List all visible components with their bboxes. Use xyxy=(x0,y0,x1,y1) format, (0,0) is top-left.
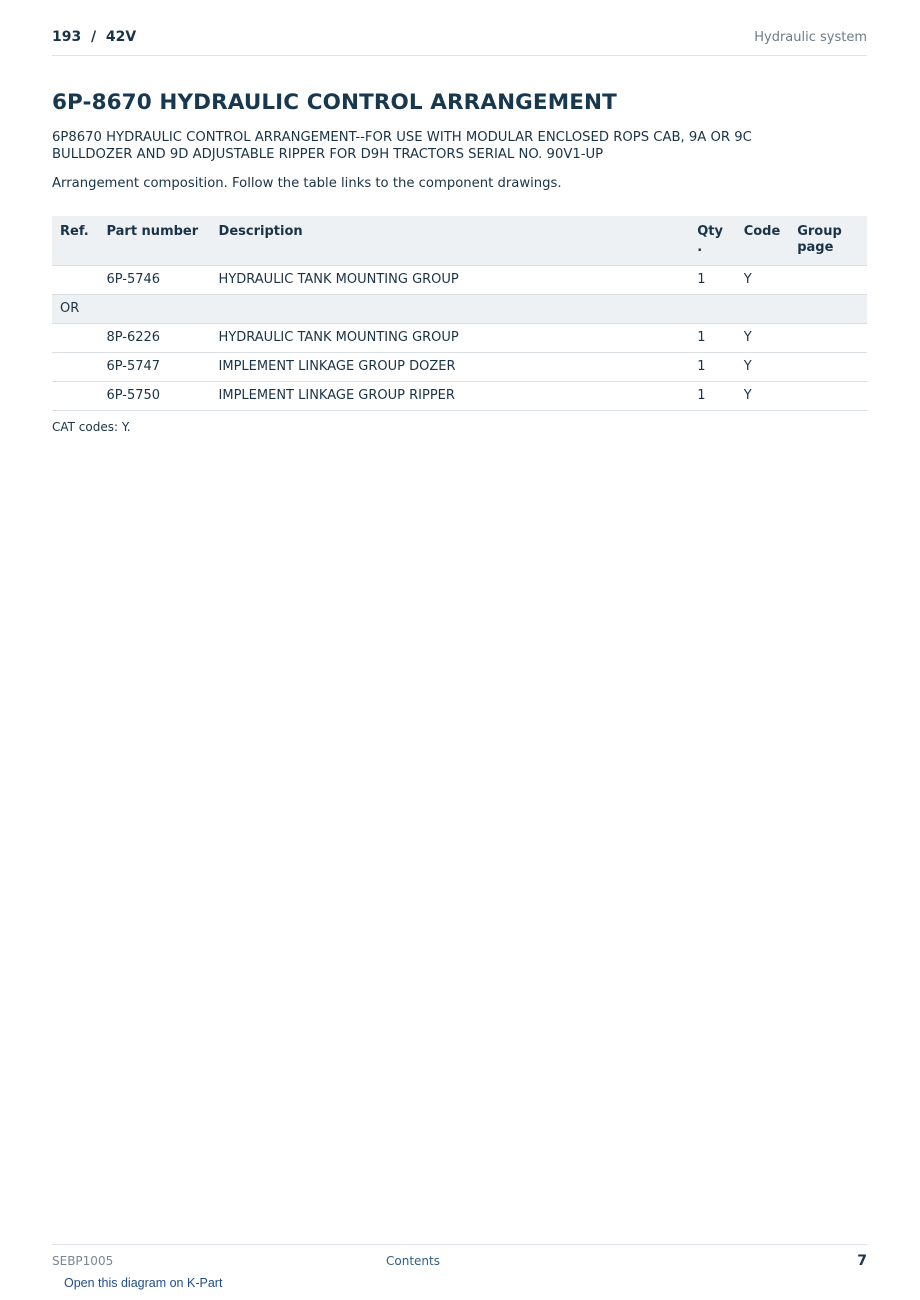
table-row[interactable] xyxy=(52,266,867,295)
cell-code xyxy=(736,295,790,324)
cell-description: IMPLEMENT LINKAGE GROUP DOZER xyxy=(211,353,690,382)
cell-code: Y xyxy=(736,382,790,411)
cell-group-page xyxy=(789,324,867,353)
cell-qty xyxy=(689,295,735,324)
cell-group-page xyxy=(789,353,867,382)
contents-link[interactable]: Contents xyxy=(386,1254,440,1268)
page-number: 7 xyxy=(857,1253,867,1269)
cell-qty: 1 xyxy=(689,353,735,382)
document-id: SEBP1005 xyxy=(52,1254,114,1268)
cell-description: HYDRAULIC TANK MOUNTING GROUP xyxy=(211,324,690,353)
cell-part-number xyxy=(98,295,210,324)
cell-ref xyxy=(52,382,98,411)
intro-text: Arrangement composition. Follow the table links to the component drawings. xyxy=(52,176,562,191)
cell-ref xyxy=(52,324,98,353)
cell-description: HYDRAULIC TANK MOUNTING GROUP xyxy=(211,266,690,295)
table-row[interactable] xyxy=(52,382,867,411)
header-code: Code xyxy=(736,216,790,266)
cell-part-number[interactable]: 6P-5747 xyxy=(98,353,210,382)
cell-part-number[interactable]: 6P-5750 xyxy=(98,382,210,411)
page-title: 6P-8670 HYDRAULIC CONTROL ARRANGEMENT xyxy=(52,90,617,115)
cell-code: Y xyxy=(736,353,790,382)
section-name: Hydraulic system xyxy=(754,30,867,45)
cell-code: Y xyxy=(736,324,790,353)
cat-codes-note: CAT codes: Y. xyxy=(52,420,131,434)
cell-ref xyxy=(52,353,98,382)
cell-group-page xyxy=(789,266,867,295)
header-part-number: Part number xyxy=(98,216,210,266)
cell-part-number[interactable]: 6P-5746 xyxy=(98,266,210,295)
cell-ref xyxy=(52,266,98,295)
cell-qty: 1 xyxy=(689,324,735,353)
cell-group-page xyxy=(789,295,867,324)
cell-qty: 1 xyxy=(689,266,735,295)
page-header xyxy=(52,27,867,56)
header-group-page: Group page xyxy=(789,216,867,266)
page-footer xyxy=(52,1244,867,1275)
table-row-or xyxy=(52,295,867,324)
header-description: Description xyxy=(211,216,690,266)
cell-group-page xyxy=(789,382,867,411)
table-row[interactable] xyxy=(52,324,867,353)
cell-description xyxy=(211,295,690,324)
cell-code: Y xyxy=(736,266,790,295)
open-in-kpart-link[interactable]: Open this diagram on K-Part xyxy=(64,1276,223,1290)
parts-table xyxy=(52,216,867,411)
cell-ref: OR xyxy=(52,295,98,324)
cell-qty: 1 xyxy=(689,382,735,411)
table-row[interactable] xyxy=(52,353,867,382)
arrangement-description: 6P8670 HYDRAULIC CONTROL ARRANGEMENT--FOR USE WITH MODULAR ENCLOSED ROPS CAB, 9A OR 9C BULLDOZER AND 9D ADJUSTABLE RIPPER FOR D9H TRACTORS SERIAL NO. 90V1-UP xyxy=(52,130,752,162)
cell-part-number[interactable]: 8P-6226 xyxy=(98,324,210,353)
page-reference: 193 / 42V xyxy=(52,29,137,45)
table-header-row xyxy=(52,216,867,266)
header-qty: Qty . xyxy=(689,216,735,266)
cell-description: IMPLEMENT LINKAGE GROUP RIPPER xyxy=(211,382,690,411)
header-ref: Ref. xyxy=(52,216,98,266)
